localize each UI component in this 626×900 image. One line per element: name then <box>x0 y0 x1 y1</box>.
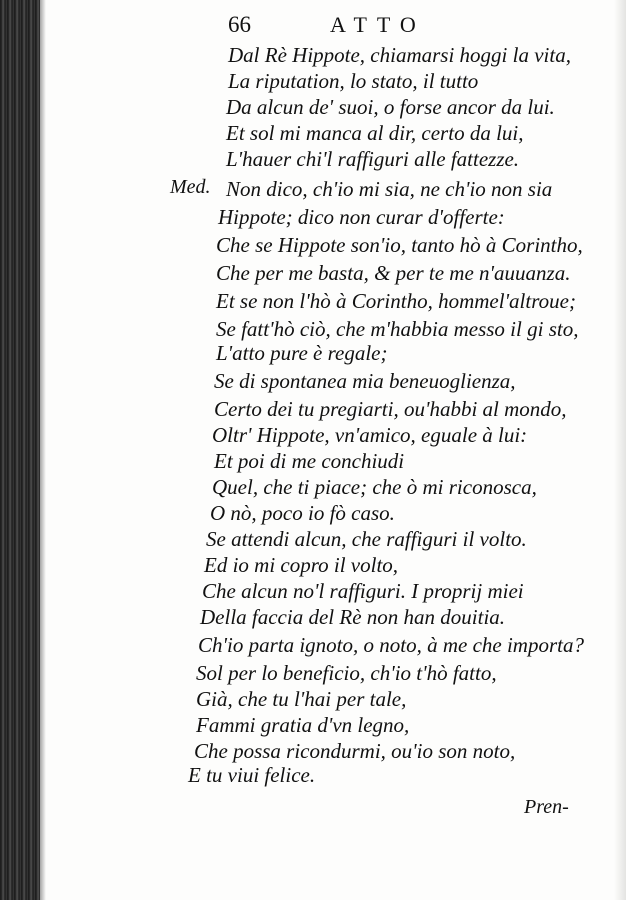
verse-line: Da alcun de' suoi, o forse ancor da lui. <box>226 95 555 119</box>
verse-line: Sol per lo beneficio, ch'io t'hò fatto, <box>196 661 497 685</box>
verse-line: L'atto pure è regale; <box>216 341 388 365</box>
running-head: ATTO <box>330 12 426 37</box>
verse-line: Che per me basta, & per te me n'auuanza. <box>216 261 571 285</box>
verse-line: Et sol mi manca al dir, certo da lui, <box>226 121 524 145</box>
verse-line: Hippote; dico non curar d'offerte: <box>218 205 505 229</box>
verse-line: Et poi di me conchiudi <box>214 449 405 473</box>
verse-line: Dal Rè Hippote, chiamarsi hoggi la vita, <box>228 43 571 67</box>
catchword: Pren- <box>524 796 569 818</box>
verse-line: Che alcun no'l raffiguri. I proprij miei <box>202 579 524 603</box>
verse-line: Quel, che ti piace; che ò mi riconosca, <box>212 475 537 499</box>
verse-line: Ch'io parta ignoto, o noto, à me che importa? <box>198 633 584 657</box>
verse-line: L'hauer chi'l raffiguri alle fattezze. <box>226 147 520 171</box>
verse-line: O nò, poco io fò caso. <box>210 501 395 525</box>
verse-line: Certo dei tu pregiarti, ou'habbi al mondo, <box>214 397 567 421</box>
verse-line: E tu viui felice. <box>188 763 316 787</box>
page-header <box>228 12 488 44</box>
verse-line: Et se non l'hò à Corintho, hommel'altroue; <box>216 289 576 313</box>
page-number: 66 <box>228 12 251 37</box>
book-spine-edge <box>0 0 40 900</box>
verse-line: Se attendi alcun, che raffiguri il volto. <box>206 527 527 551</box>
verse-line: Non dico, ch'io mi sia, ne ch'io non sia <box>226 177 553 201</box>
verse-line: Se di spontanea mia beneuoglienza, <box>214 369 516 393</box>
verse-line: Fammi gratia d'vn legno, <box>196 713 410 737</box>
speaker-label: Med. <box>170 176 211 198</box>
verse-line: La riputation, lo stato, il tutto <box>228 69 479 93</box>
verse-line: Che possa ricondurmi, ou'io son noto, <box>194 739 516 763</box>
verse-line: Ed io mi copro il volto, <box>204 553 399 577</box>
page-right-edge <box>614 0 626 900</box>
verse-line: Se fatt'hò ciò, che m'habbia messo il gi sto, <box>216 317 579 341</box>
verse-line: Che se Hippote son'io, tanto hò à Corintho, <box>216 233 583 257</box>
verse-line: Della faccia del Rè non han douitia. <box>200 605 506 629</box>
verse-line: Già, che tu l'hai per tale, <box>196 687 407 711</box>
verse-line: Oltr' Hippote, vn'amico, eguale à lui: <box>212 423 528 447</box>
